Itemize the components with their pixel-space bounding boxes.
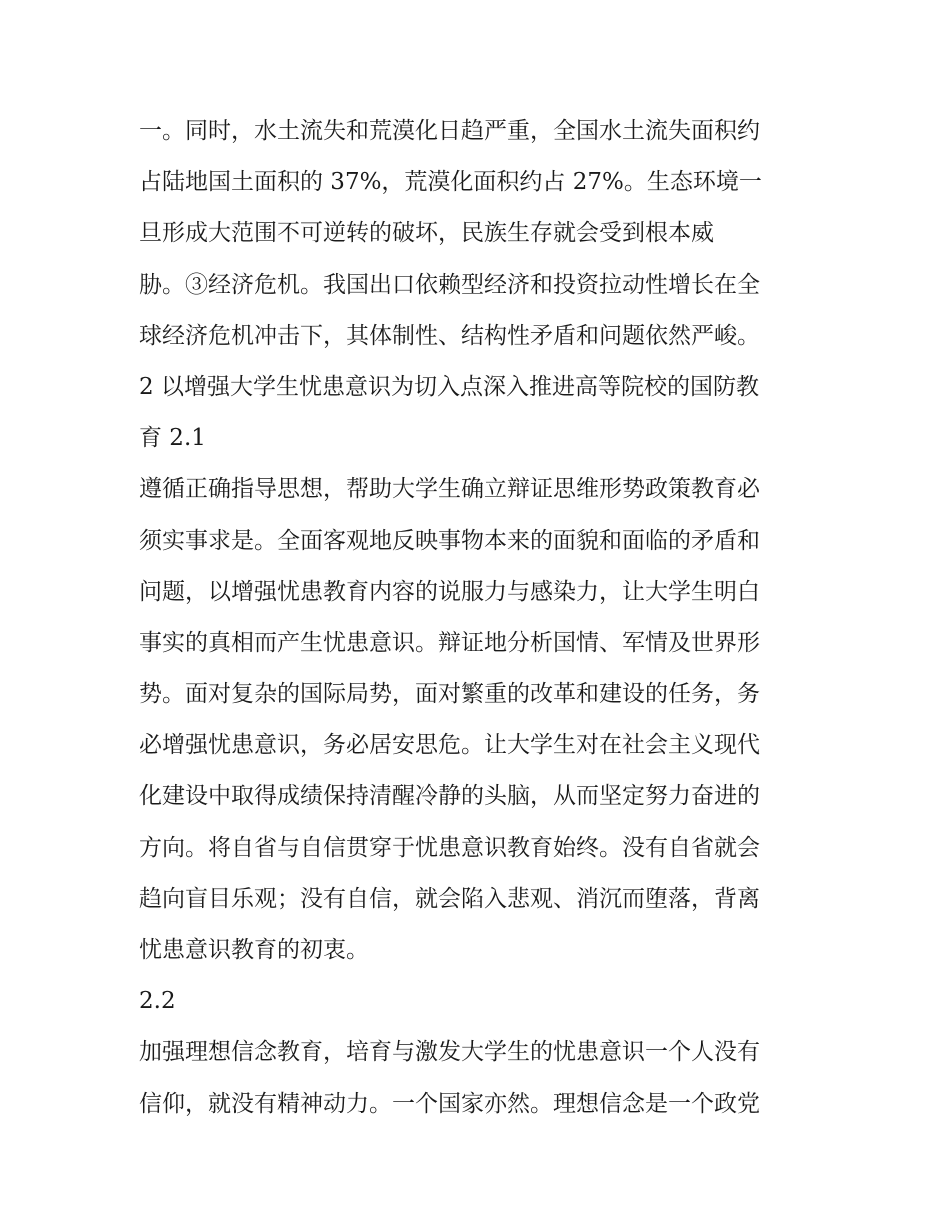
text-line-19: 加强理想信念教育，培育与激发大学生的忧患意识一个人没有 [139,1039,760,1066]
section-heading-2: 2 以增强大学生忧患意识为切入点深入推进高等院校的国防教 [139,373,759,400]
text-line-8: 遵循正确指导思想，帮助大学生确立辩证思维形势政策教育必 [139,476,760,503]
text-line-12: 势。面对复杂的国际局势，面对繁重的改革和建设的任务，务 [139,681,760,708]
text-line-4: 胁。③经济危机。我国出口依赖型经济和投资拉动性增长在全 [139,271,760,298]
section-number-2-2: 2.2 [139,988,176,1015]
text-line-15: 方向。将自省与自信贯穿于忧患意识教育始终。没有自省就会 [139,834,760,861]
text-line-2: 占陆地国土面积的 37%，荒漠化面积约占 27%。生态环境一 [139,169,762,196]
text-line-13: 必增强忧患意识，务必居安思危。让大学生对在社会主义现代 [139,732,760,759]
text-line-9: 须实事求是。全面客观地反映事物本来的面貌和面临的矛盾和 [139,527,760,554]
text-line-16: 趋向盲目乐观；没有自信，就会陷入悲观、消沉而堕落，背离 [139,885,760,912]
text-line-10: 问题，以增强忧患教育内容的说服力与感染力，让大学生明白 [139,578,760,605]
text-line-17: 忧患意识教育的初衷。 [139,937,369,963]
body-text [139,106,819,1130]
section-heading-2-cont: 育 2.1 [139,425,206,452]
text-line-14: 化建设中取得成绩保持清醒冷静的头脑，从而坚定努力奋进的 [139,783,760,810]
text-line-3: 旦形成大范围不可逆转的破坏，民族生存就会受到根本威 [139,220,714,247]
text-line-11: 事实的真相而产生忧患意识。辩证地分析国情、军情及世界形 [139,629,760,656]
text-line-20: 信仰，就没有精神动力。一个国家亦然。理想信念是一个政党 [139,1090,760,1117]
text-line-1: 一。同时，水土流失和荒漠化日趋严重，全国水土流失面积约 [139,118,760,144]
text-line-5: 球经济危机冲击下，其体制性、结构性矛盾和问题依然严峻。 [139,322,760,349]
